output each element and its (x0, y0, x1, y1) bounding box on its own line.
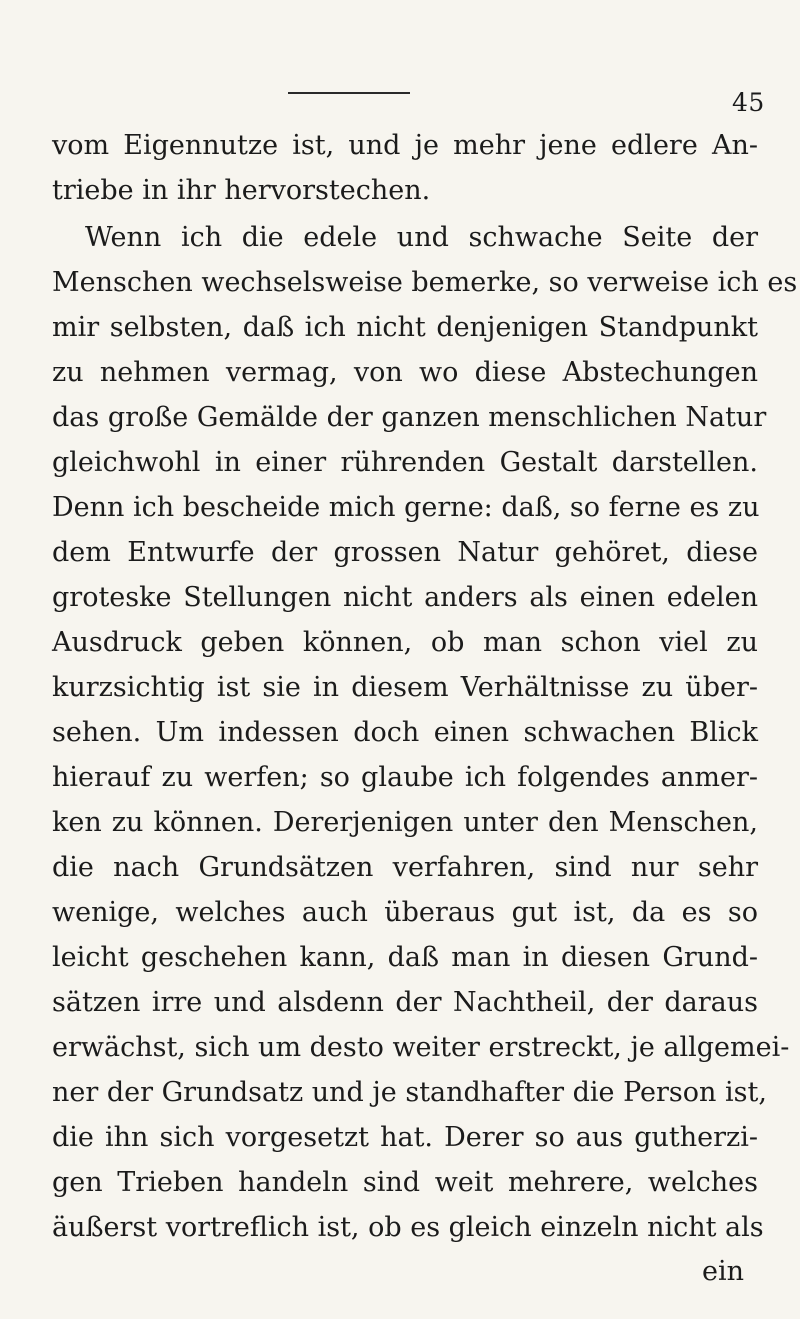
text-line: das große Gemälde der ganzen menschlichen Natur (52, 402, 767, 433)
text-line: kurzsichtig ist sie in diesem Verhältnisse zu über- (52, 672, 758, 703)
text-line: ner der Grundsatz und je standhafter die Person ist, (52, 1077, 767, 1108)
text-line: gleichwohl in einer rührenden Gestalt darstellen. (52, 447, 758, 478)
text-line: die nach Grundsätzen verfahren, sind nur sehr (52, 852, 758, 883)
text-line: mir selbsten, daß ich nicht denjenigen Standpunkt (52, 312, 758, 343)
text-line: die ihn sich vorgesetzt hat. Derer so aus gutherzi- (52, 1122, 758, 1153)
text-line: hierauf zu werfen; so glaube ich folgendes anmer- (52, 762, 758, 793)
text-line: vom Eigennutze ist, und je mehr jene edlere An- (52, 130, 758, 161)
text-line: Denn ich bescheide mich gerne: daß, so ferne es zu (52, 492, 760, 523)
catchword: ein (702, 1256, 745, 1287)
text-line: leicht geschehen kann, daß man in diesen Grund- (52, 942, 758, 973)
text-line: groteske Stellungen nicht anders als einen edelen (52, 582, 758, 613)
text-line: sehen. Um indessen doch einen schwachen Blick (52, 717, 758, 748)
text-line: Menschen wechselsweise bemerke, so verweise ich es (52, 267, 798, 298)
text-line: äußerst vortreflich ist, ob es gleich einzeln nicht als (52, 1212, 764, 1243)
text-line: triebe in ihr hervorstechen. (52, 175, 431, 206)
text-line: erwächst, sich um desto weiter erstreckt, je allgemei- (52, 1032, 790, 1063)
text-line: dem Entwurfe der grossen Natur gehöret, diese (52, 537, 758, 568)
page-number: 45 (732, 88, 765, 117)
text-line: sätzen irre und alsdenn der Nachtheil, der daraus (52, 987, 758, 1018)
text-line: wenige, welches auch überaus gut ist, da es so (52, 897, 758, 928)
text-line: Ausdruck geben können, ob man schon viel zu (52, 627, 758, 658)
text-line: gen Trieben handeln sind weit mehrere, welches (52, 1167, 758, 1198)
text-line: Wenn ich die edele und schwache Seite der (85, 222, 758, 253)
text-line: zu nehmen vermag, von wo diese Abstechungen (52, 357, 758, 388)
text-line: ken zu können. Dererjenigen unter den Menschen, (52, 807, 758, 838)
